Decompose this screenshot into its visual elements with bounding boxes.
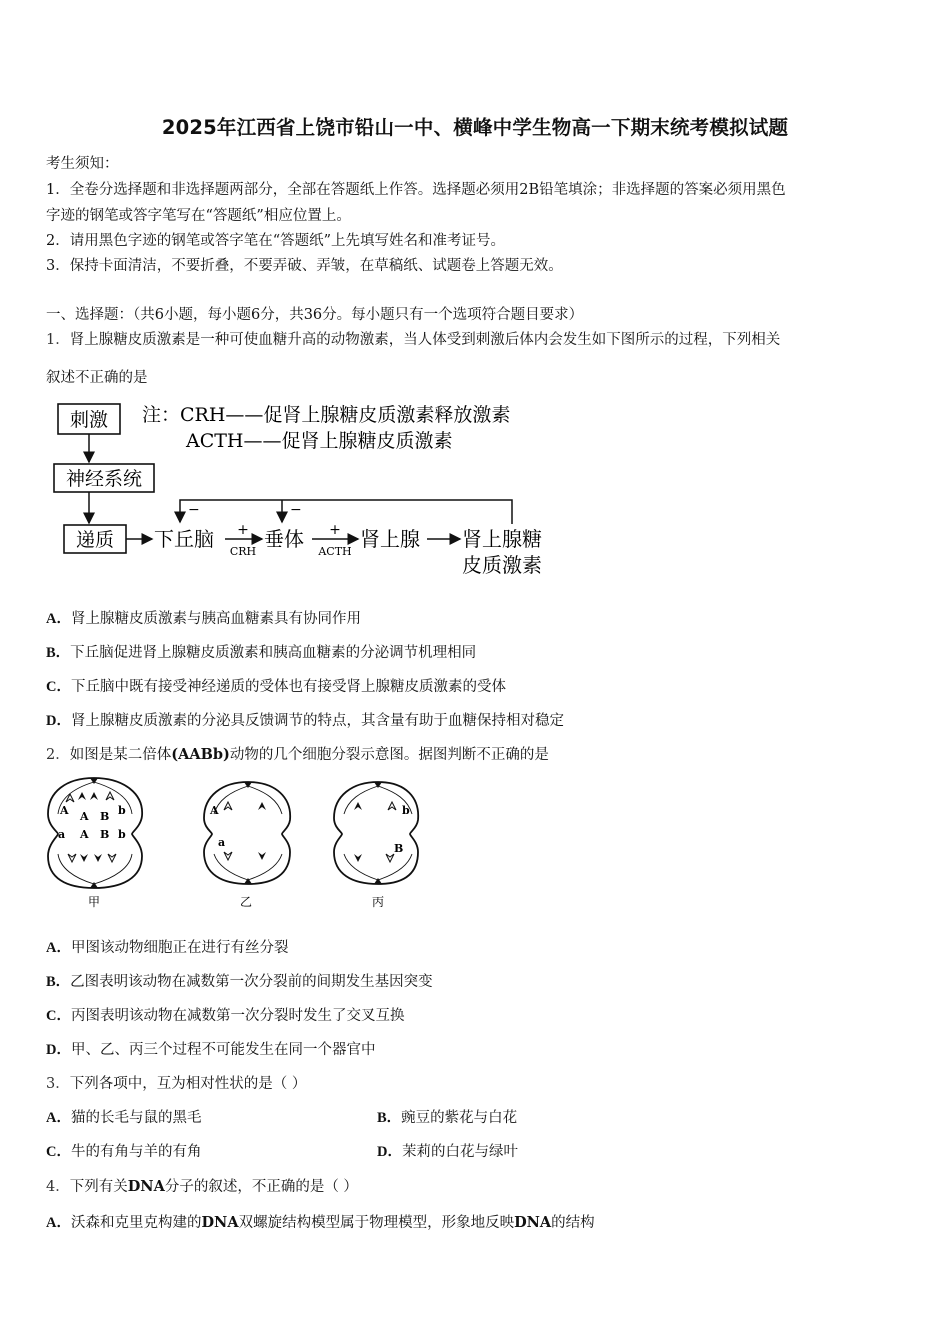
term-dna: DNA — [201, 1214, 239, 1231]
stimulus-box — [58, 404, 120, 434]
option-text: 的结构 — [551, 1215, 595, 1231]
question-2-stem — [46, 743, 549, 764]
plus-sign: + — [237, 522, 249, 538]
notice-item: 3．保持卡面清洁，不要折叠，不要弄破、弄皱，在草稿纸、试题卷上答题无效。 — [46, 258, 563, 274]
option-letter: D． — [377, 1144, 402, 1160]
option-letter: D． — [46, 713, 71, 729]
allele-label: a — [218, 836, 226, 849]
option-letter: C． — [46, 679, 71, 695]
option-letter: A． — [46, 611, 71, 627]
question-text: 肾上腺糖皮质激素是一种可使血糖升高的动物激素，当人体受到刺激后体内会发生如下图所示的过程，下列相关 — [69, 332, 781, 348]
option-letter: C． — [46, 1008, 71, 1024]
plus-sign: + — [329, 522, 341, 538]
adrenal-label: 肾上腺 — [360, 527, 420, 551]
hypothalamus-label: 下丘脑 — [154, 527, 214, 551]
allele-label: B — [100, 810, 110, 823]
question-text: 如图是某二倍体 — [69, 747, 172, 763]
option-letter: A． — [46, 940, 71, 956]
hormone-regulation-diagram — [50, 396, 580, 582]
option-text: 猫的长毛与鼠的黑毛 — [70, 1110, 202, 1126]
allele-label: A — [80, 828, 89, 841]
cell-bing — [334, 782, 418, 909]
question-number: 2． — [46, 747, 70, 763]
genotype: (AABb) — [171, 746, 230, 763]
term-dna: DNA — [127, 1178, 165, 1195]
option-b[interactable] — [377, 1106, 517, 1127]
allele-label: b — [402, 804, 410, 817]
page-title: 2025年江西省上饶市铅山一中、横峰中学生物高一下期末统考模拟试题 — [161, 116, 789, 139]
notice-item: 1．全卷分选择题和非选择题两部分，全部在答题纸上作答。选择题必须用2B铅笔填涂；非选择题的答案必须用黑色 — [46, 182, 786, 198]
hormone-label-line1: 肾上腺糖 — [462, 527, 542, 551]
option-c[interactable] — [46, 1004, 404, 1025]
option-b[interactable] — [46, 641, 476, 662]
option-text: 牛的有角与羊的有角 — [70, 1144, 202, 1160]
option-text: 肾上腺糖皮质激素与胰高血糖素具有协同作用 — [70, 611, 361, 627]
allele-label: B — [394, 842, 404, 855]
note-line-2: ACTH——促肾上腺糖皮质激素 — [186, 430, 453, 452]
option-a[interactable] — [46, 936, 288, 957]
crh-label: CRH — [229, 545, 257, 558]
option-text: 甲图该动物细胞正在进行有丝分裂 — [70, 940, 289, 956]
cell-label: 乙 — [239, 895, 253, 909]
minus-sign: − — [188, 502, 200, 518]
option-letter: A． — [46, 1110, 71, 1126]
option-text: 下丘脑中既有接受神经递质的受体也有接受肾上腺糖皮质激素的受体 — [70, 679, 506, 695]
option-a[interactable] — [46, 1106, 201, 1127]
option-a[interactable] — [46, 607, 361, 628]
option-c[interactable] — [46, 1140, 201, 1161]
cell-label: 甲 — [87, 895, 101, 909]
acth-label: ACTH — [318, 545, 352, 558]
allele-label: b — [118, 828, 126, 841]
nervous-system-box — [54, 464, 154, 492]
allele-label: A — [210, 804, 219, 817]
question-text: 下列各项中，互为相对性状的是（ ） — [69, 1076, 307, 1092]
option-b[interactable] — [46, 970, 433, 991]
option-text: 豌豆的紫花与白花 — [401, 1110, 518, 1126]
option-text: 茉莉的白花与绿叶 — [401, 1144, 518, 1160]
option-text: 甲、乙、丙三个过程不可能发生在同一个器官中 — [70, 1042, 376, 1058]
option-letter: B． — [46, 645, 71, 661]
cell-yi — [204, 782, 290, 909]
allele-label: A — [60, 804, 69, 817]
notice-item: 2．请用黑色字迹的钢笔或答字笔在“答题纸”上先填写姓名和准考证号。 — [46, 233, 506, 249]
option-d[interactable] — [46, 1038, 375, 1059]
option-letter: C． — [46, 1144, 71, 1160]
question-1-stem — [46, 328, 780, 349]
minus-sign: − — [290, 502, 302, 518]
note-line-1: 注：CRH——促肾上腺糖皮质激素释放激素 — [142, 404, 511, 426]
option-text: 丙图表明该动物在减数第一次分裂时发生了交叉互换 — [70, 1008, 405, 1024]
nervous-system-label: 神经系统 — [65, 468, 143, 490]
cell-jia — [48, 778, 142, 909]
option-letter: B． — [46, 974, 71, 990]
option-d[interactable] — [46, 709, 564, 730]
option-text: 双螺旋结构模型属于物理模型，形象地反映 — [238, 1215, 515, 1231]
cell-label: 丙 — [371, 895, 385, 909]
option-text: 乙图表明该动物在减数第一次分裂前的间期发生基因突变 — [70, 974, 433, 990]
term-dna: DNA — [514, 1214, 552, 1231]
option-c[interactable] — [46, 675, 506, 696]
option-letter: B． — [377, 1110, 402, 1126]
question-text: 分子的叙述，不正确的是（ ） — [164, 1179, 358, 1195]
question-number: 4． — [46, 1179, 70, 1195]
notice-heading: 考生须知： — [46, 156, 119, 172]
option-text: 下丘脑促进肾上腺糖皮质激素和胰高血糖素的分泌调节机理相同 — [70, 645, 477, 661]
allele-label: A — [80, 810, 89, 823]
allele-label: b — [118, 804, 126, 817]
option-letter: A． — [46, 1215, 71, 1231]
stimulus-label: 刺激 — [69, 409, 109, 431]
option-a[interactable] — [46, 1211, 595, 1232]
question-4-stem — [46, 1175, 358, 1196]
transmitter-box — [64, 525, 126, 553]
question-text: 动物的几个细胞分裂示意图。据图判断不正确的是 — [229, 747, 549, 763]
feedback-arrow-hypothalamus — [180, 500, 512, 524]
pituitary-label: 垂体 — [264, 527, 304, 551]
allele-label: B — [100, 828, 110, 841]
question-1-stem-cont: 叙述不正确的是 — [46, 370, 148, 386]
section-heading: 一、选择题：（共6小题，每小题6分，共36分。每小题只有一个选项符合题目要求） — [46, 307, 584, 323]
option-text: 肾上腺糖皮质激素的分泌具反馈调节的特点，其含量有助于血糖保持相对稳定 — [70, 713, 564, 729]
notice-item: 字迹的钢笔或答字笔写在“答题纸”相应位置上。 — [46, 208, 351, 224]
question-text: 下列有关 — [69, 1179, 128, 1195]
option-text: 沃森和克里克构建的 — [70, 1215, 202, 1231]
transmitter-label: 递质 — [75, 529, 115, 551]
question-number: 3． — [46, 1076, 70, 1092]
question-3-stem — [46, 1072, 306, 1093]
option-d[interactable] — [377, 1140, 518, 1161]
question-number: 1． — [46, 332, 70, 348]
option-letter: D． — [46, 1042, 71, 1058]
cell-division-diagram — [44, 774, 424, 914]
hormone-label-line2: 皮质激素 — [462, 553, 542, 577]
allele-label: a — [58, 828, 66, 841]
